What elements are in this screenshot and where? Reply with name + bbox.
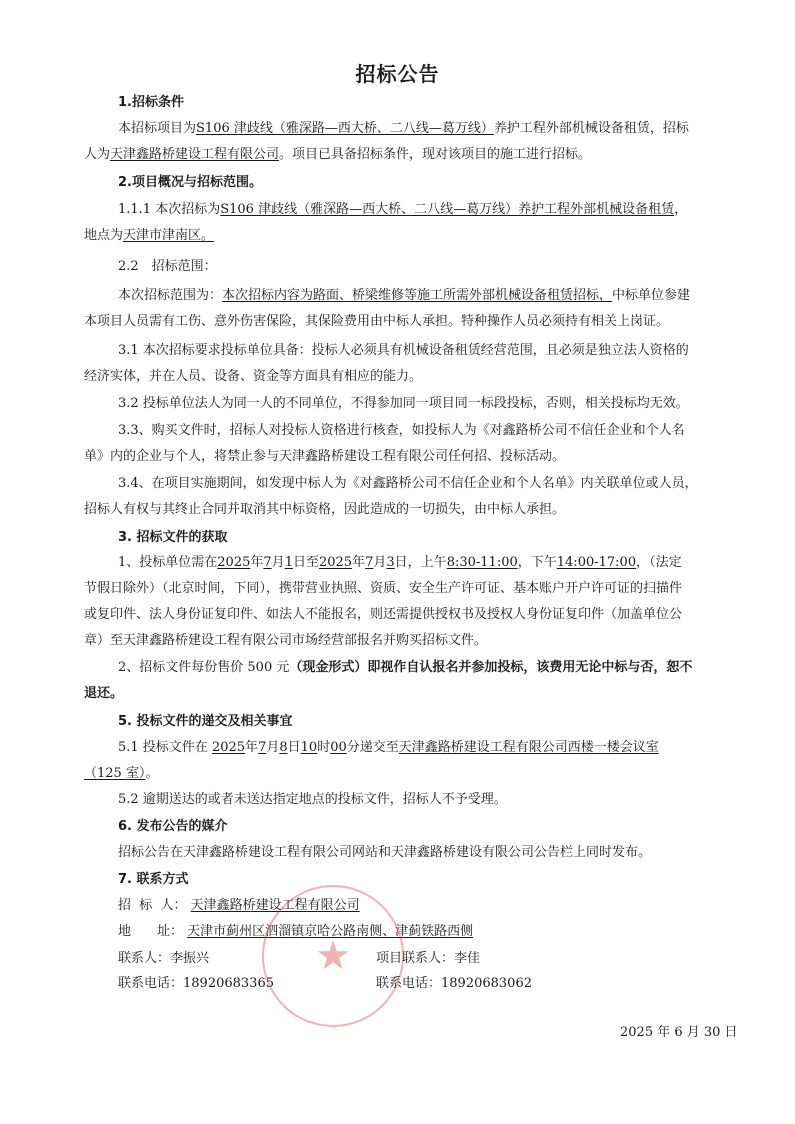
section-7-heading: 7. 联系方式 [118,872,189,887]
section-2-scope-line-1: 本次招标范围为：本次招标内容为路面、桥梁维修等施工所需外部机械设备租赁招标，中标单位参建 [118,288,691,303]
section-6-para: 招标公告在天津鑫路桥建设工程有限公司网站和天津鑫路桥建设有限公司公告栏上同时发布。 [118,845,652,860]
section-5-51-line-2: （125 室）。 [84,766,159,781]
section-3-line-1: 1、投标单位需在2025年7月1日至2025年7月3日，上午8:30-11:00，下午14:00-17:00，（法定 [118,555,682,570]
section-2-32: 3.2 投标单位法人为同一人的不同单位，不得参加同一项目同一标段投标，否则，相关投标均无效。 [118,396,689,411]
seal-star-icon: ★ [315,933,351,979]
tenderer-row: 招 标 人： 天津鑫路桥建设工程有限公司 [118,898,360,913]
section-3-line-4: 章）至天津鑫路桥建设工程有限公司市场经营部报名并购买招标文件。 [84,633,488,648]
section-2-33-line-1: 3.3、购买文件时，招标人对投标人资格进行核查，如投标人为《对鑫路桥公司不信任企业和个人名 [118,423,685,438]
section-6-heading: 6. 发布公告的媒介 [118,819,228,834]
section-1-heading: 1.招标条件 [118,95,184,110]
section-2-111-line-2: 地点为天津市津南区。 [84,228,215,243]
address-row: 地 址： 天津市蓟州区泗溜镇京哈公路南侧、津蓟铁路西侧 [118,924,474,939]
section-2-111-line-1: 1.1.1 本次招标为S106 津歧线（雅深路—西大桥、二八线—葛万线）养护工程外部机械设备租赁， [118,202,688,217]
section-5-51-line-1: 5.1 投标文件在 2025年7月8日10时00分递交至天津鑫路桥建设工程有限公司西楼一楼会议室 [118,740,659,755]
section-3-heading: 3. 招标文件的获取 [118,530,228,545]
section-3-line-3: 或复印件、法人身份证复印件、如法人不能报名，则还需提供授权书及授权人身份证复印件（加盖单位公 [84,607,683,622]
section-3-line-6: 退还。 [84,686,124,701]
section-1-para-line-1: 本招标项目为S106 津歧线（雅深路—西大桥、二八线—葛万线）养护工程外部机械设备租赁，招标 [118,121,689,136]
section-2-33-line-2: 单》内的企业与个人，将禁止参与天津鑫路桥建设工程有限公司任何招、投标活动。 [84,449,566,464]
section-2-31-line-2: 经济实体，并在人员、设备、资金等方面具有相应的能力。 [84,369,423,384]
section-3-line-5: 2、招标文件每份售价 500 元（现金形式）即视作自认报名并参加投标，该费用无论中标与否，恕不 [118,660,693,675]
section-2-heading: 2.项目概况与招标范围。 [118,175,262,190]
page-title: 招标公告 [355,62,440,86]
issue-date: 2025 年 6 月 30 日 [620,1025,738,1040]
contact-row: 联系人：李振兴 项目联系人：李佳 [118,951,481,966]
section-1-para-line-2: 人为天津鑫路桥建设工程有限公司。项目已具备招标条件，现对该项目的施工进行招标。 [84,147,592,162]
section-5-52: 5.2 逾期送达的或者未送达指定地点的投标文件，招标人不予受理。 [118,792,507,807]
section-3-line-2: 节假日除外）（北京时间，下同），携带营业执照、资质、安全生产许可证、基本账户开户许可证的扫描件 [84,581,683,596]
section-2-22: 2.2 招标范围： [118,259,217,274]
section-2-scope-line-2: 本项目人员需有工伤、意外伤害保险，其保险费用由中标人承担。特种操作人员必须持有相关上岗证。 [84,314,670,329]
section-2-31-line-1: 3.1 本次招标要求投标单位具备：投标人必须具有机械设备租赁经营范围，且必须是独立法人资格的 [118,343,689,358]
section-5-heading: 5. 投标文件的递交及相关事宜 [118,714,293,729]
phone-row: 联系电话：18920683365 联系电话：18920683062 [118,976,532,991]
section-2-34-line-1: 3.4、在项目实施期间，如发现中标人为《对鑫路桥公司不信任企业和个人名单》内关联单位或人员， [118,476,698,491]
section-2-34-line-2: 招标人有权与其终止合同并取消其中标资格，因此造成的一切损失，由中标人承担。 [84,502,566,517]
